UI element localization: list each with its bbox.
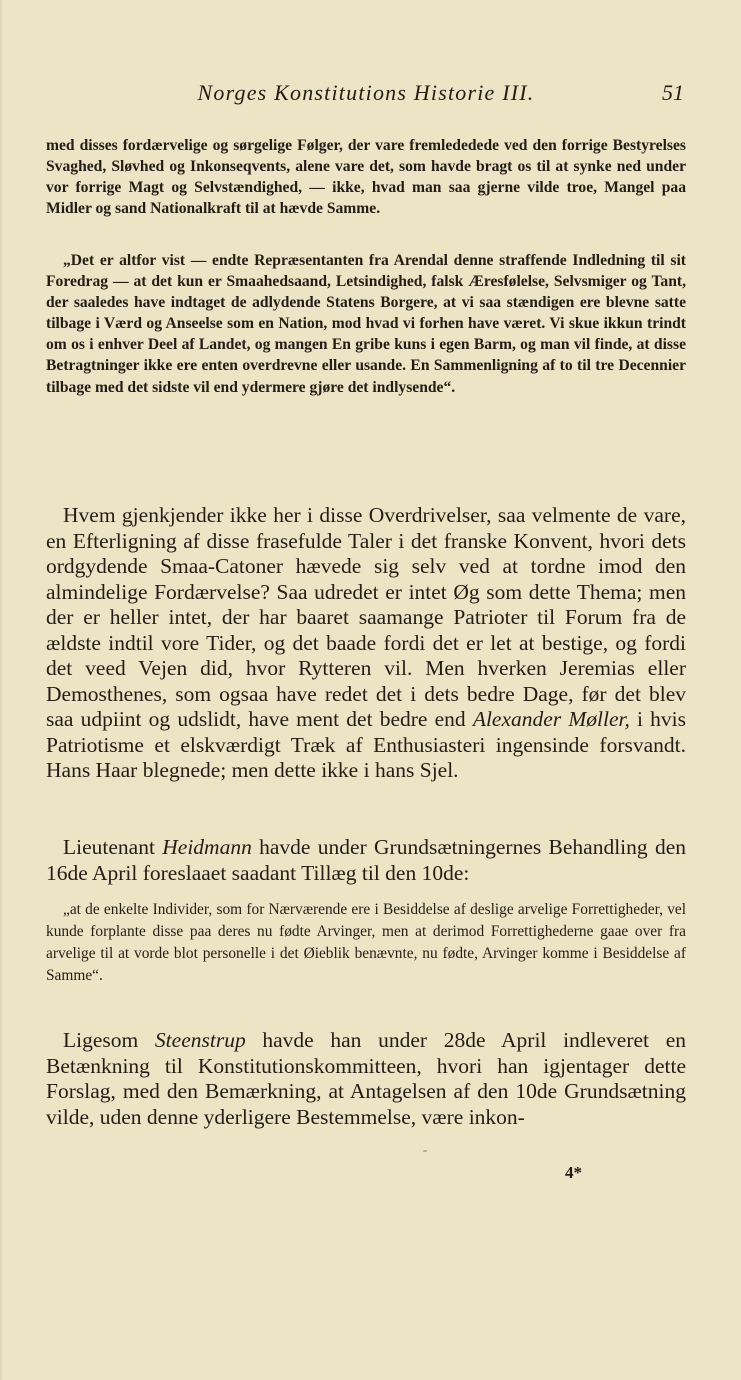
paragraph-text: Lieutenant (63, 835, 163, 859)
running-head: Norges Konstitutions Historie III. (197, 80, 535, 105)
paragraph-continuation: med disses fordærvelige og sørgelige Følger, der vare fremlededede ved den forrige Bestyrelses Svaghed, Sløvhed og Inkonseqvents, alene vare det, som havde bragt os til at synke ned under vor forrige Magt og Selvstændighed, — ikke, hvad man saa gjerne vilde troe, Mangel paa Midler og sand Nationalkraft til at hævde Samme. (46, 137, 686, 218)
page-header (46, 78, 686, 110)
arendal-quote-paragraph (46, 250, 686, 398)
paragraph-heidmann (46, 835, 686, 886)
signature-mark: 4* (565, 1163, 582, 1182)
paper-speck (423, 1150, 427, 1152)
paragraph-text: havde under Grundsætningernes Behandling den 16de April foreslaaet saadant Tillæg til den 10de: (46, 835, 687, 885)
paragraph-text: Ligesom (63, 1028, 155, 1052)
paragraph-arendal-speech: „Det er altfor vist — endte Repræsentanten fra Arendal denne straffende Indledning til sit Foredrag — at det kun er Smaahedsaand, Letsindighed, falsk Æresfølelse, Selvsmiger og Tant, der saaledes have indtaget de adlydende Statens Borgere, at vi saa stændigen ere blevne satte tilbage i Værd og Anseelse som en Nation, mod hvad vi forhen have været. Vi skue ikkun trindt om os i enhver Deel af Landet, og mangen En gribe kuns i egen Barm, og man vil finde, at disse Betragtninger ikke ere enten overdrevne eller usande. En Sammenligning af to til tre Decennier tilbage med det sidste vil end ydermere gjøre det indlysende“. (46, 252, 686, 396)
main-paragraph-1 (46, 503, 686, 784)
quote-text: „at de enkelte Individer, som for Nærværende ere i Besiddelse af deslige arvelige Forrettigheder, vel kunde forplante disse paa deres nu fødte Arvinger, men at derimod Forrettighederne gaae over fra arvelige til at vorde blot personelle i det Øieblik benævnte, nu fødte, Arvinger komme i Besiddelse af Samme“. (46, 901, 686, 984)
paragraph-text: Hvem gjenkjender ikke her i disse Overdrivelser, saa velmente de vare, en Efterligning af disse frasefulde Taler i det franske Konvent, hvori dets ordgydende Smaa-Catoner hævede sig selv ved at tordne imod den almindelige Fordærvelse? Saa udredet er intet Øg som dette Thema; men der er heller intet, der har baaret saamange Patrioter til Forum fra de ældste indtil vore Tider, og det baade fordi det er let at bestige, og fordi det veed Vejen did, hvor Rytteren vil. Men hverken Jeremias eller Demosthenes, som ogsaa have redet det i dets bedre Dage, før det blev saa udpiint og udslidt, have ment det bedre end (46, 503, 686, 731)
block-quote (46, 899, 686, 987)
person-name-italic: Alexander Møller, (472, 707, 630, 731)
main-paragraph-3 (46, 1028, 686, 1130)
page-edge-shading (0, 0, 3, 1380)
paragraph-text: havde han under 28de April indleveret en Betænkning til Konstitutionskommitteen, hvori han igjentager dette Forslag, med den Bemærkning, at Antagelsen af den 10de Grundsætning vilde, uden denne yderligere Bestemmelse, være inkon- (46, 1028, 686, 1129)
opening-paragraph (46, 135, 686, 219)
person-name-italic: Steenstrup (154, 1028, 246, 1052)
person-name-italic: Heidmann (162, 835, 252, 859)
main-paragraph-2 (46, 835, 686, 886)
paragraph-text: i hvis Patriotisme et elskværdigt Træk af Enthusiasteri ingensinde forsvandt. Hans Haar blegnede; men dette ikke i hans Sjel. (46, 707, 686, 782)
paragraph-ligesom (46, 1028, 686, 1130)
page-number: 51 (662, 80, 684, 105)
paragraph-hvem-gjenkjender (46, 503, 686, 784)
